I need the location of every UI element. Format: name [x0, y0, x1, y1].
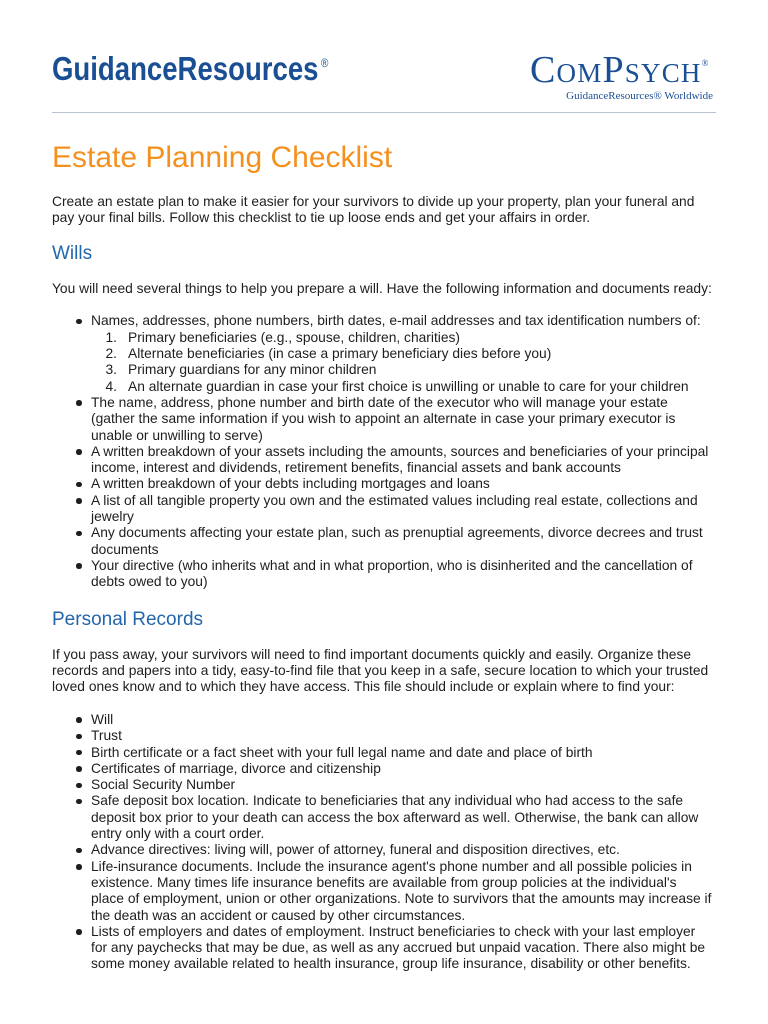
- text-line: for any paychecks that may be due, as well as any accrued but unpaid vacation. There also might be: [91, 940, 706, 956]
- text-line: Primary guardians for any minor children: [128, 362, 377, 378]
- list-item-text: [91, 712, 716, 728]
- text-line: A list of all tangible property you own and the estimated values including real estate, collections and: [91, 492, 698, 508]
- list-item-text: [91, 924, 716, 973]
- bullet-icon: [76, 864, 82, 870]
- section-heading: Wills: [52, 242, 93, 264]
- text-line: pay your final bills. Follow this checklist to tie up loose ends and get your affairs in order.: [52, 210, 591, 226]
- text-line: The name, address, phone number and birth date of the executor who will manage your estate: [91, 394, 668, 410]
- list-number: 4.: [105, 378, 117, 394]
- text-line: Your directive (who inherits what and in what proportion, who is disinherited and the cancellation of: [91, 557, 693, 573]
- text-line: income, interest and dividends, retirement benefits, financial assets and bank accounts: [91, 460, 621, 476]
- text-line: documents: [91, 541, 159, 557]
- text-line: Will: [91, 711, 114, 727]
- text-line: the death was an accident or caused by other circumstances.: [91, 907, 466, 923]
- list-item: [52, 313, 716, 394]
- text-line: unable or unwilling to serve): [91, 427, 263, 443]
- page-title: Estate Planning Checklist: [52, 141, 393, 174]
- list-item-text: [91, 728, 716, 744]
- logo-tagline: GuidanceResources® Worldwide: [566, 90, 713, 102]
- bullet-icon: [76, 531, 82, 537]
- list-item: [52, 859, 716, 924]
- text-line: Primary beneficiaries (e.g., spouse, children, charities): [128, 329, 461, 345]
- numbered-list-item: [91, 346, 716, 362]
- list-number: 3.: [105, 362, 117, 378]
- bullet-list: [52, 313, 716, 590]
- list-item-text: [91, 745, 716, 761]
- list-item: [52, 793, 716, 842]
- registered-mark: ®: [701, 58, 709, 68]
- bullet-icon: [76, 319, 82, 325]
- registered-mark: ®: [320, 56, 329, 70]
- text-line: entry only with a court order.: [91, 826, 265, 842]
- numbered-list-item: [91, 379, 716, 395]
- text-line: You will need several things to help you prepare a will. Have the following information and documents ready:: [52, 280, 712, 296]
- text-line: records and papers into a tidy, easy-to-find file that you keep in a safe, secure location to which your trusted: [52, 663, 709, 679]
- bullet-icon: [76, 400, 82, 406]
- numbered-item-text: [128, 379, 716, 395]
- numbered-item-text: [128, 346, 716, 362]
- bullet-icon: [76, 449, 82, 455]
- list-item-text: [91, 476, 716, 492]
- text-line: loved ones know and to which they have access. This file should include or explain where to find your:: [52, 679, 675, 695]
- list-item-text: [91, 395, 716, 444]
- list-item-text: [91, 761, 716, 777]
- text-line: existence. Many times life insurance benefits are available from group policies at the individual's: [91, 874, 677, 890]
- list-item: [52, 444, 716, 477]
- bullet-icon: [76, 563, 82, 569]
- text-line: Safe deposit box location. Indicate to beneficiaries that any individual who had access to the safe: [91, 793, 684, 809]
- bullet-icon: [76, 766, 82, 772]
- list-item: [52, 395, 716, 444]
- text-line: Advance directives: living will, power of attorney, funeral and disposition directives, etc.: [91, 842, 620, 858]
- text-line: jewelry: [91, 509, 134, 525]
- list-item: [52, 842, 716, 858]
- guidanceresources-logo: [52, 51, 328, 87]
- list-item: [52, 493, 716, 526]
- text-line: A written breakdown of your debts including mortgages and loans: [91, 476, 490, 492]
- bullet-icon: [76, 482, 82, 488]
- section-personal-records: [52, 608, 716, 973]
- text-line: deposit box prior to your death can access the box afterward as well. Otherwise, the bank can allow: [91, 809, 699, 825]
- numbered-item-text: [128, 330, 716, 346]
- text-line: A written breakdown of your assets including the amounts, sources and beneficiaries of your principal: [91, 443, 709, 459]
- bullet-icon: [76, 717, 82, 723]
- logo-name: ComPsych: [530, 49, 702, 91]
- list-item: [52, 558, 716, 591]
- numbered-sublist: [91, 330, 716, 395]
- list-number: 2.: [105, 346, 117, 362]
- text-line: Lists of employers and dates of employment. Instruct beneficiaries to check with your last employer: [91, 923, 696, 939]
- text-line: Life-insurance documents. Include the insurance agent's phone number and all possible policies in: [91, 858, 692, 874]
- list-item: [52, 777, 716, 793]
- brand-name: GuidanceResources: [52, 50, 319, 87]
- text-line: debts owed to you): [91, 574, 208, 590]
- list-item-text: [91, 777, 716, 793]
- bullet-icon: [76, 799, 82, 805]
- list-item-text: [91, 525, 716, 558]
- document-body: [52, 194, 716, 973]
- list-item: [52, 728, 716, 744]
- bullet-icon: [76, 750, 82, 756]
- section-paragraph: [52, 647, 716, 696]
- numbered-list-item: [91, 330, 716, 346]
- text-line: Birth certificate or a fact sheet with your full legal name and date and place of birth: [91, 744, 593, 760]
- text-line: Create an estate plan to make it easier for your survivors to divide up your property, plan your funeral and: [52, 194, 695, 209]
- list-item-text: [91, 558, 716, 591]
- text-line: place of employment, union or other organizations. Note to survivors that the amounts may increase if: [91, 891, 712, 907]
- compsych-logo: [530, 51, 708, 89]
- list-number: 1.: [105, 329, 117, 345]
- intro-paragraph: [52, 194, 716, 227]
- numbered-list-item: [91, 362, 716, 378]
- bullet-icon: [76, 498, 82, 504]
- numbered-item-text: [128, 362, 716, 378]
- bullet-icon: [76, 734, 82, 740]
- list-item-text: [91, 313, 716, 329]
- text-line: (gather the same information if you wish to appoint an alternate in case your primary executor is: [91, 411, 676, 427]
- list-item: [52, 525, 716, 558]
- list-item-text: [91, 493, 716, 526]
- list-item-text: [91, 444, 716, 477]
- section-wills: [52, 242, 716, 591]
- list-item-text: [91, 859, 716, 924]
- list-item-text: [91, 793, 716, 842]
- text-line: An alternate guardian in case your first choice is unwilling or unable to care for your children: [128, 378, 689, 394]
- text-line: Certificates of marriage, divorce and citizenship: [91, 760, 381, 776]
- header-divider: [52, 112, 716, 113]
- bullet-list: [52, 712, 716, 973]
- list-item: [52, 924, 716, 973]
- text-line: Names, addresses, phone numbers, birth dates, e-mail addresses and tax identification numbers of:: [91, 313, 701, 329]
- text-line: If you pass away, your survivors will need to find important documents quickly and easily. Organize these: [52, 646, 692, 662]
- list-item: [52, 476, 716, 492]
- bullet-icon: [76, 783, 82, 789]
- text-line: Alternate beneficiaries (in case a primary beneficiary dies before you): [128, 346, 552, 362]
- text-line: Any documents affecting your estate plan, such as prenuptial agreements, divorce decrees and trust: [91, 525, 703, 541]
- bullet-icon: [76, 929, 82, 935]
- list-item: [52, 745, 716, 761]
- section-heading: Personal Records: [52, 608, 204, 630]
- bullet-icon: [76, 848, 82, 854]
- text-line: Trust: [91, 728, 122, 744]
- text-line: Social Security Number: [91, 777, 236, 793]
- section-paragraph: [52, 281, 716, 297]
- list-item-text: [91, 842, 716, 858]
- list-item: [52, 761, 716, 777]
- list-item: [52, 712, 716, 728]
- text-line: some money available related to health insurance, group life insurance, disability or other benefits.: [91, 956, 691, 972]
